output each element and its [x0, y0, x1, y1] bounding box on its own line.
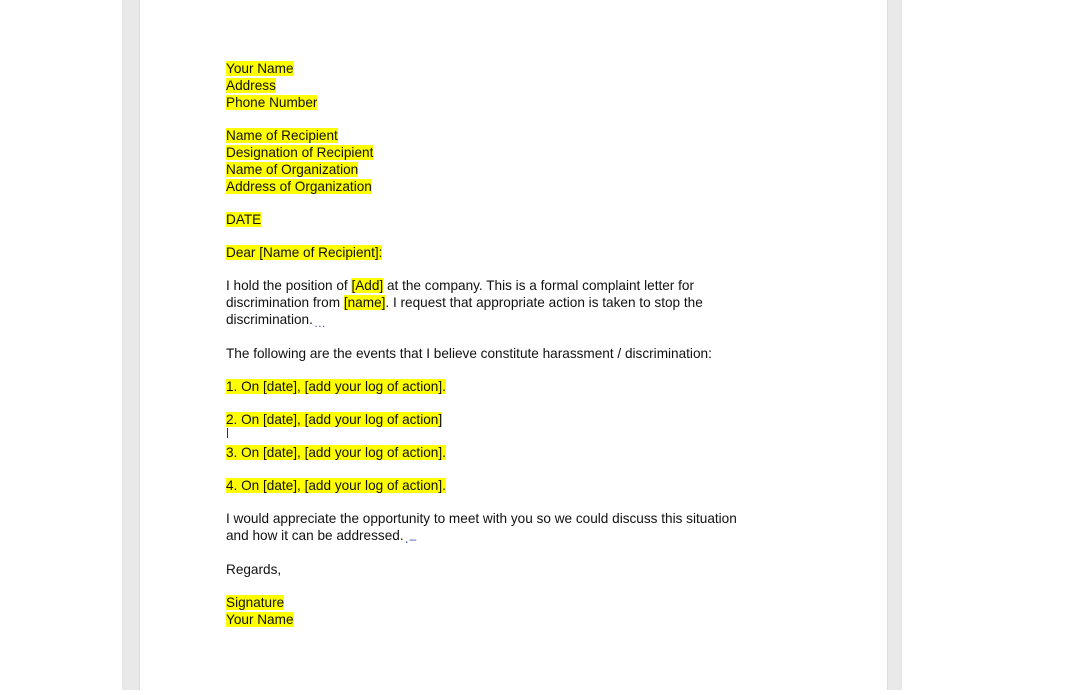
sender-name: Your Name: [226, 61, 294, 76]
letter-date: DATE: [226, 212, 262, 227]
recipient-block: [226, 127, 826, 195]
paragraph-position: [226, 277, 826, 329]
p1-text-a: I hold the position of: [226, 278, 352, 293]
event-item: 2. On [date], [add your log of action]: [226, 412, 443, 427]
recipient-org-address: Address of Organization: [226, 179, 372, 194]
position-placeholder: [Add]: [351, 278, 384, 293]
p3-text-a: I would appreciate the opportunity to meet with you so we could discuss this situation: [226, 511, 737, 526]
closing: Regards,: [226, 562, 282, 577]
grammar-mark-icon: …: [313, 316, 327, 330]
p3-text-b: and how it can be addressed.: [226, 528, 404, 543]
event-item: 3. On [date], [add your log of action].: [226, 445, 446, 460]
recipient-name: Name of Recipient: [226, 128, 338, 143]
document-page[interactable]: [139, 0, 888, 690]
paragraph-events-intro: The following are the events that I believe constitute harassment / discrimination:: [226, 346, 712, 361]
event-item: 1. On [date], [add your log of action].: [226, 379, 446, 394]
recipient-organization: Name of Organization: [226, 162, 359, 177]
paragraph-meeting: [226, 510, 826, 545]
p1-text-d: . I request that appropriate action is taken to stop the: [385, 295, 703, 310]
salutation: Dear [Name of Recipient]:: [226, 245, 383, 260]
bottom-edge: [0, 690, 1080, 695]
p1-text-c: discrimination from: [226, 295, 344, 310]
p1-text-e: discrimination.: [226, 312, 313, 327]
letter-body[interactable]: [226, 60, 826, 628]
sender-address: Address: [226, 78, 276, 93]
p1-text-b: at the company. This is a formal complaint letter for: [383, 278, 694, 293]
recipient-designation: Designation of Recipient: [226, 145, 374, 160]
sender-block: [226, 60, 826, 111]
name-placeholder: [name]: [343, 295, 386, 310]
signature-label: Signature: [226, 595, 285, 610]
grammar-mark-icon: ․–: [404, 532, 418, 546]
signature-name: Your Name: [226, 612, 294, 627]
event-item: 4. On [date], [add your log of action].: [226, 478, 446, 493]
text-cursor: [227, 428, 228, 438]
signature-block: [226, 594, 826, 628]
sender-phone: Phone Number: [226, 95, 318, 110]
